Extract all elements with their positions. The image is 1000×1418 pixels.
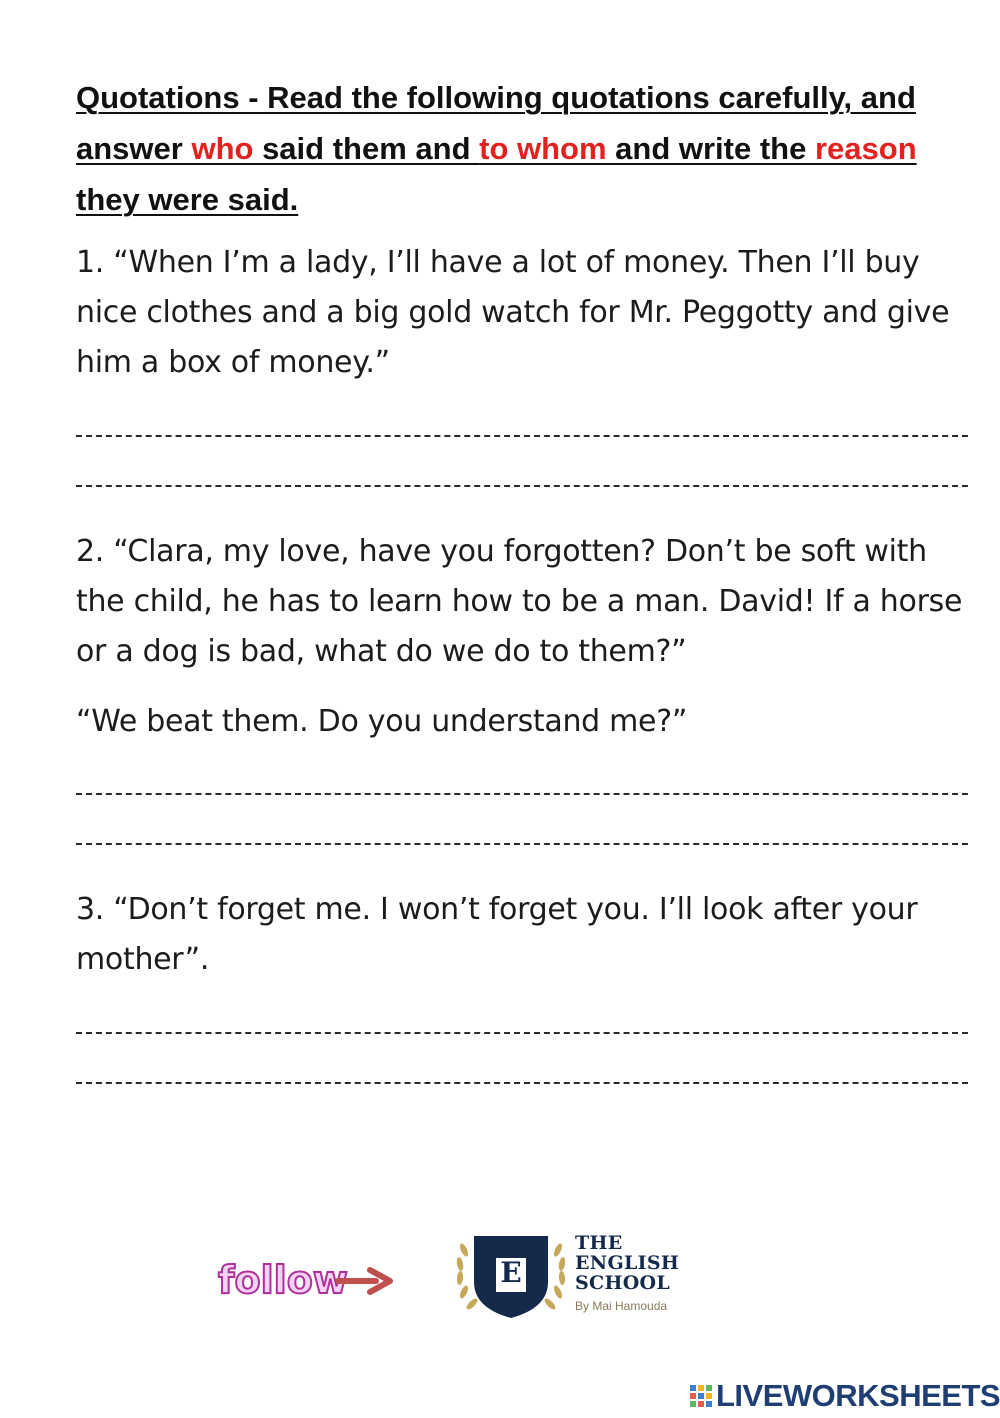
arrow-right-icon	[336, 1266, 394, 1296]
answer-line-2b[interactable]	[76, 843, 968, 845]
school-name-line2: ENGLISH	[575, 1252, 680, 1274]
liveworksheets-text: LIVEWORKSHEETS	[716, 1378, 1000, 1413]
question-1-text: 1. “When I’m a lady, I’ll have a lot of money. Then I’ll buy nice clothes and a big gold watch for Mr. Peggotty and give him a box of money.”	[76, 245, 950, 380]
liveworksheets-brand[interactable]	[690, 1378, 1000, 1414]
keyword-reason: reason	[814, 131, 917, 166]
school-name	[575, 1233, 679, 1293]
school-name-line1: THE	[575, 1232, 623, 1254]
school-name-line3: SCHOOL	[575, 1272, 671, 1294]
liveworksheets-logo-icon	[690, 1385, 712, 1407]
question-2-text: 2. “Clara, my love, have you forgotten? Don’t be soft with the child, he has to learn how to be a man. David! If a horse or a dog is bad, what do we do to them?”	[76, 534, 963, 669]
answer-line-3a[interactable]	[76, 1032, 968, 1034]
answer-line-1b[interactable]	[76, 485, 968, 487]
answer-line-2a[interactable]	[76, 793, 968, 795]
instructions-part4: they were said.	[76, 182, 299, 217]
question-2-text-cont: “We beat them. Do you understand me?”	[76, 704, 688, 739]
question-3-text: 3. “Don’t forget me. I won’t forget you. I’ll look after your mother”.	[76, 892, 918, 977]
answer-line-1a[interactable]	[76, 435, 968, 437]
answer-line-3b[interactable]	[76, 1082, 968, 1084]
school-byline: By Mai Hamouda	[575, 1299, 668, 1313]
instructions-heading	[76, 72, 956, 225]
keyword-who: who	[191, 131, 254, 166]
instructions-part3: and write the	[606, 131, 815, 166]
keyword-to-whom: to whom	[479, 131, 607, 166]
instructions-part1: Quotations - Read the following quotations carefully, and answer	[76, 80, 916, 166]
instructions-part2: said them and	[253, 131, 480, 166]
logo-letter: E	[500, 1256, 522, 1289]
follow-link[interactable]: follow	[218, 1258, 348, 1302]
